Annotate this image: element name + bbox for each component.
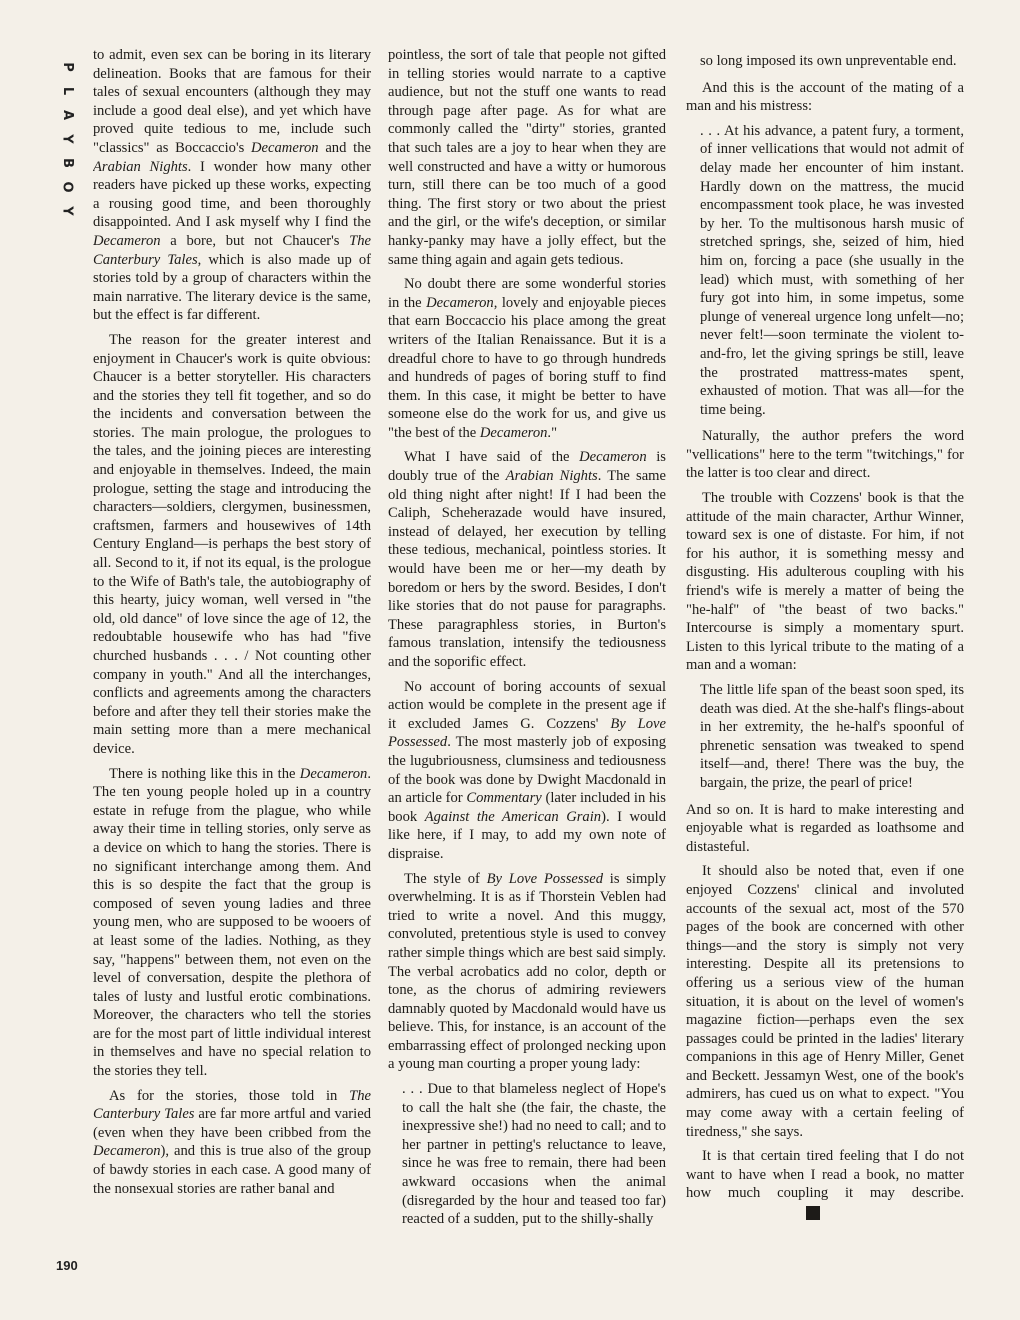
- text-run: What I have said of the: [404, 449, 580, 466]
- block-quote: [700, 52, 964, 71]
- italic-title: Decameron: [426, 294, 494, 311]
- text-run: As for the stories, those told in: [109, 1087, 350, 1104]
- text-run: The style of: [404, 870, 487, 887]
- text-run: Naturally, the author prefers the word "vellications" here to the term "twitchings," for the latter is too clear and direct.: [686, 428, 964, 482]
- text-run: is simply overwhelming. It is as if Thorstein Veblen had tried to write a novel. And this muggy, convoluted, pretentious style is used to convey rather simple things which are best said simply. The verbal acrobatics add no color, depth or tone, as the chorus of admiring reviewers damnably quoted by Macdonald would have us believe. This, for instance, is an account of the embarrassing effect of prolonged necking upon a young man courting a proper young lady:: [388, 870, 666, 1073]
- text-run: . The same old thing night after night! If I had been the Caliph, Scheherazade would have insured, instead of delayed, her execution by telling these tedious, mechanical, pointless stories. It would have been me or her—my death by boredom or hers by the sword. Besides, I don't like stories that do not pause for paragraphs. These paragraphless stories, in Burton's famous translation, intensify the tediousness and the soporific effect.: [388, 468, 666, 670]
- italic-title: Decameron: [479, 424, 548, 441]
- text-run: , lovely and enjoyable pieces that earn Boccaccio his place among the great writers of the Italian Renaissance. But it is a dreadful chore to have to go through hundreds and hundreds of pages of boring stuff to find them. In this case, it might be better to have someone else do the work for us, and give us "the best of the: [388, 294, 666, 441]
- text-run: and the: [318, 139, 371, 156]
- masthead-letter: B: [59, 158, 75, 168]
- paragraph: [388, 46, 666, 269]
- italic-title: The Canterbury Tales: [93, 1087, 371, 1123]
- masthead-letter: L: [59, 86, 75, 96]
- italic-title: By Love Possessed: [486, 870, 604, 887]
- paragraph: [93, 1087, 371, 1199]
- paragraph: [388, 870, 666, 1075]
- italic-title: By Love Possessed: [388, 715, 666, 751]
- text-run: . . . At his advance, a patent fury, a torment, of inner vellications that would not admit of delay made her encounter of him instant. Hardly down on the mattress, the mucid encompassment took place, he was invested by her. To the multisonous harsh music of stretched springs, she, seized of him, hied him on, forcing a pace (she usually in the lead) which must, with something of her fury got into him, in some impetus, some plunge of venereal urgence long unfelt—no; never felt!—soon terminate the violent to-and-fro, let the giving springs be still, leave the prostrated mattress-mates spent, exhausted of motion. That was all—for the time being.: [700, 122, 964, 418]
- text-run: . I wonder how many other readers have picked up these works, expecting a rousing good time, and been thoroughly disappointed. And I ask myself why I find the: [93, 158, 371, 231]
- text-run: . . . Due to that blameless neglect of Hope's to call the halt she (the fair, the chaste, the inexpressive she!) had no need to call; and to her partner in petting's reluctance to leave, since he was free to remain, there had been awkward occasions when the animal (disregarded by the hour and teased too far) reacted of a sudden, put to the shilly-shally: [402, 1081, 666, 1228]
- text-run: to admit, even sex can be boring in its literary delineation. Books that are famous for their tales of sexual encounters (although they may include a good deal else), and yet which have proved quite tedious to me, include such "classics" as Boccaccio's: [93, 47, 371, 156]
- masthead-letter: Y: [59, 134, 75, 144]
- italic-title: Against the American Grain: [424, 808, 602, 825]
- text-run: pointless, the sort of tale that people not gifted in telling stories would narrate to a captive audience, but not the stuff one wants to read through page after page. As for what are commonly called the "dirty" stories, granted that such tales are a joy to hear when they are well constructed and have a witty or humorous turn, still there can be too much of a good thing. The first story or two about the priest and the girl, or the wife's deception, or similar hanky-panky may have a jolly effect, but the same thing again and again gets tedious.: [388, 47, 666, 268]
- text-run: ). I would like here, if I may, to add my own note of dispraise.: [388, 808, 666, 862]
- paragraph: [686, 79, 964, 116]
- paragraph: [93, 46, 371, 325]
- italic-title: Commentary: [466, 790, 542, 807]
- text-run: . The most masterly job of exposing the lugubriousness, clumsiness and tediousness of the book was done by Dwight Macdonald in an article for: [388, 734, 666, 807]
- paragraph: [686, 862, 964, 1141]
- text-run: It is that certain tired feeling that I do not want to have when I read a book, no matter how much coupling it may describe.: [686, 1148, 964, 1202]
- text-run: And so on. It is hard to make interesting and enjoyable what is regarded as loathsome and distasteful.: [686, 801, 964, 855]
- column-2: [388, 46, 666, 1276]
- column-1: [93, 46, 371, 1276]
- paragraph: [388, 275, 666, 442]
- text-run: so long imposed its own unpreventable end.: [700, 53, 957, 69]
- masthead-letter: O: [60, 181, 75, 193]
- text-run: The reason for the greater interest and enjoyment in Chaucer's work is quite obvious: Chaucer is a better storyteller. His characters and the stories they tell fit together, and so do the incidents and conversation between the stories. The main prologue, the prologues to the tales, and the joining pieces are interesting and enjoyable in themselves. Indeed, the main prologue, setting the stage and introducing the characters—soldiers, clergymen, businessmen, craftsmen, farmers and housewives of 14th Century England—is perhaps the best story of all. Second to it, if not its equal, is the prologue to the Wife of Bath's tale, the autobiography of this hearty, juicy woman, well versed in "the old, old dance" of love since the age of 12, the redoubtable housewife who has had "five churched husbands . . . / Not counting other company in youth." And all the interchanges, conflicts and agreements among the characters before and after they tell their stories make the main setting more than a mere mechanical device.: [93, 331, 371, 757]
- text-run: There is nothing like this in the: [109, 765, 300, 782]
- paragraph: [388, 678, 666, 864]
- bunny-icon: ♦: [806, 1206, 820, 1220]
- masthead-letter: Y: [59, 206, 75, 216]
- text-run: ), and this is true also of the group of bawdy stories in each case. A good many of the nonsexual stories are rather banal and: [93, 1143, 371, 1197]
- column-3: [686, 46, 964, 1276]
- italic-title: Decameron: [299, 765, 368, 782]
- paragraph: [388, 448, 666, 671]
- masthead: [56, 55, 78, 223]
- italic-title: Decameron: [251, 139, 319, 156]
- masthead-letter: A: [60, 109, 75, 121]
- text-run: is doubly true of the: [388, 449, 666, 485]
- block-quote: [402, 1080, 666, 1229]
- text-run: . The ten young people holed up in a country estate in refuge from the plague, who while away their time in telling stories, only serve as a device on which to hang the stories. There is no significant interchange among them. And this is so despite the fact that the group is composed of seven young ladies and three young men, who are supposed to be wooers of at least some of the ladies. Nothing, as they say, "happens" between them, not even on the level of conversation, despite the plethora of tales of lusty and lustful erotic combinations. Moreover, the characters who tell the stories are for the most part of little individual interest in themselves and have no special relation to the stories they tell.: [93, 765, 371, 1080]
- text-run: .": [547, 424, 558, 441]
- paragraph: [686, 801, 964, 857]
- paragraph: [686, 427, 964, 483]
- text-run: No doubt there are some wonderful stories in the: [388, 276, 666, 311]
- text-run: The trouble with Cozzens' book is that the attitude of the main character, Arthur Winner, toward sex is one of distaste. For him, if not for his author, it is something messy and disgusting. His adulterous coupling with his friend's wife is merely a matter of being the "he-half" of "the beast of two backs." Intercourse is simply a momentary spurt. Listen to this lyrical tribute to the mating of a man and a woman:: [686, 490, 964, 674]
- text-run: a bore, but not Chaucer's: [160, 232, 350, 249]
- text-run: No account of boring accounts of sexual action would be complete in the present age if it excluded James G. Cozzens': [388, 678, 666, 732]
- text-run: And this is the account of the mating of a man and his mistress:: [686, 79, 964, 115]
- italic-title: Decameron: [579, 449, 647, 466]
- masthead-letter: P: [60, 62, 75, 72]
- text-run: It should also be noted that, even if one enjoyed Cozzens' clinical and involuted accounts of the sexual act, most of the 570 pages of the book are concerned with other things—and the story is simply not very interesting. Despite all its pretensions to offering us a serious view of the human situation, it is about on the level of women's magazine fiction—perhaps even the sex passages could be printed in the ladies' literary companions in this age of Henry Miller, Genet and Beckett. Jessamyn West, one of the book's admirers, has cued us on what to expect. "You may come away with a certain feeling of tiredness," she says.: [686, 863, 964, 1140]
- text-run: , which is also made up of stories told by a group of characters within the main narrative. The literary device is the same, but the effect is far different.: [93, 251, 371, 324]
- paragraph: [686, 1147, 964, 1221]
- text-run: (later included in his book: [388, 790, 666, 825]
- text-run: The little life span of the beast soon sped, its death was died. At the she-half's flings-about in her extremity, the he-half's spoonful of phrenetic sensation was tweaked to spend itself—and, there! There was the buy, the bargain, the prize, the pearl of price!: [700, 682, 964, 791]
- paragraph: [93, 331, 371, 759]
- page-number: 190: [56, 1258, 78, 1273]
- italic-title: Arabian Nights: [93, 158, 188, 175]
- block-quote: [700, 122, 964, 420]
- paragraph: [93, 765, 371, 1081]
- italic-title: Decameron: [93, 232, 161, 249]
- paragraph: [686, 489, 964, 675]
- italic-title: The Canterbury Tales: [93, 232, 371, 268]
- text-run: are far more artful and varied (even when they have been cribbed from the: [93, 1106, 371, 1141]
- italic-title: Arabian Nights: [505, 468, 598, 485]
- block-quote: [700, 681, 964, 793]
- italic-title: Decameron: [93, 1143, 161, 1160]
